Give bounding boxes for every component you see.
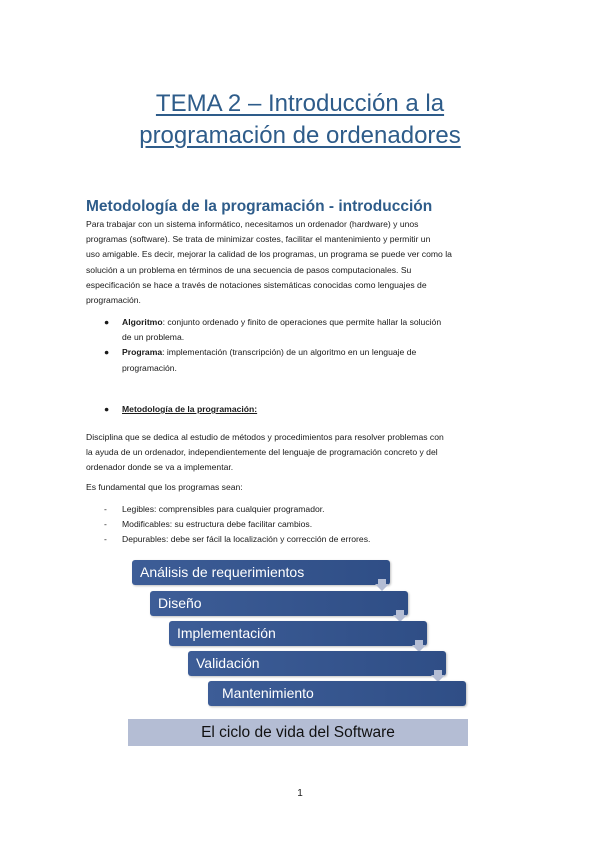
page-number: 1 <box>297 788 303 799</box>
methodology-item <box>86 402 514 417</box>
definition-text-cont: programación. <box>122 362 177 373</box>
methodology-line: la ayuda de un ordenador, independientemente del lenguaje de programación concreto y del <box>86 447 438 458</box>
step-mantenimiento: Mantenimiento <box>208 681 466 706</box>
step-validacion: Validación <box>188 651 446 676</box>
dash-icon: - <box>104 519 107 529</box>
diagram-caption: El ciclo de vida del Software <box>128 719 468 746</box>
definition-text: : conjunto ordenado y finito de operaciones que permite hallar la solución <box>162 317 442 327</box>
definition-item-programa <box>86 345 514 375</box>
methodology-heading: Metodología de la programación: <box>122 404 258 414</box>
methodology-list <box>86 402 514 417</box>
bullet-icon: ● <box>104 317 110 327</box>
definitions-list <box>86 315 514 376</box>
intro-line: uso amigable. Es decir, mejorar la calidad de los programas, un programa se puede ver como la <box>86 249 452 260</box>
bullet-icon: ● <box>104 347 110 358</box>
definition-item-algoritmo <box>86 315 514 345</box>
dash-icon: - <box>104 504 107 514</box>
step-implementacion: Implementación <box>169 621 427 646</box>
definition-text: : implementación (transcripción) de un algoritmo en un lenguaje de <box>162 347 417 358</box>
intro-line: programación. <box>86 295 141 306</box>
methodology-paragraph <box>86 430 514 476</box>
requirement-item <box>86 532 514 547</box>
definition-term: Programa <box>122 347 163 358</box>
title-text <box>0 88 600 152</box>
intro-line: especificación se hace a través de notaciones sistemáticas conocidas como lenguajes de <box>86 279 427 290</box>
requirement-item <box>86 517 514 532</box>
requirement-text: Depurables: debe ser fácil la localización y corrección de errores. <box>122 534 371 544</box>
intro-line: programas (software). Se trata de minimizar costes, facilitar el mantenimiento y permitir un <box>86 234 431 245</box>
title-line-2: programación de ordenadores <box>139 122 461 149</box>
step-analisis: Análisis de requerimientos <box>132 560 390 585</box>
definition-term: Algoritmo <box>122 317 163 327</box>
step-diseno: Diseño <box>150 591 408 616</box>
requirement-text: Modificables: su estructura debe facilitar cambios. <box>122 519 313 529</box>
bullet-icon: ● <box>104 404 110 414</box>
dash-icon: - <box>104 534 107 544</box>
requirements-list <box>86 502 514 547</box>
intro-paragraph <box>86 217 514 308</box>
section-heading: Metodología de la programación - introducción <box>86 198 433 215</box>
definition-text-cont: de un problema. <box>122 332 185 343</box>
down-arrow-icon <box>375 579 389 591</box>
requirement-text: Legibles: comprensibles para cualquier programador. <box>122 504 325 514</box>
intro-line: Para trabajar con un sistema informático, necesitamos un ordenador (hardware) y unos <box>86 219 419 229</box>
title-line-1: TEMA 2 – Introducción a la <box>155 90 445 117</box>
requirement-item <box>86 502 514 517</box>
fundamental-text: Es fundamental que los programas sean: <box>86 482 243 492</box>
methodology-line: ordenador donde se va a implementar. <box>86 462 234 473</box>
intro-line: solución a un problema en términos de una secuencia de pasos computacionales. Su <box>86 264 412 275</box>
methodology-line: Disciplina que se dedica al estudio de métodos y procedimientos para resolver problemas con <box>86 432 444 442</box>
